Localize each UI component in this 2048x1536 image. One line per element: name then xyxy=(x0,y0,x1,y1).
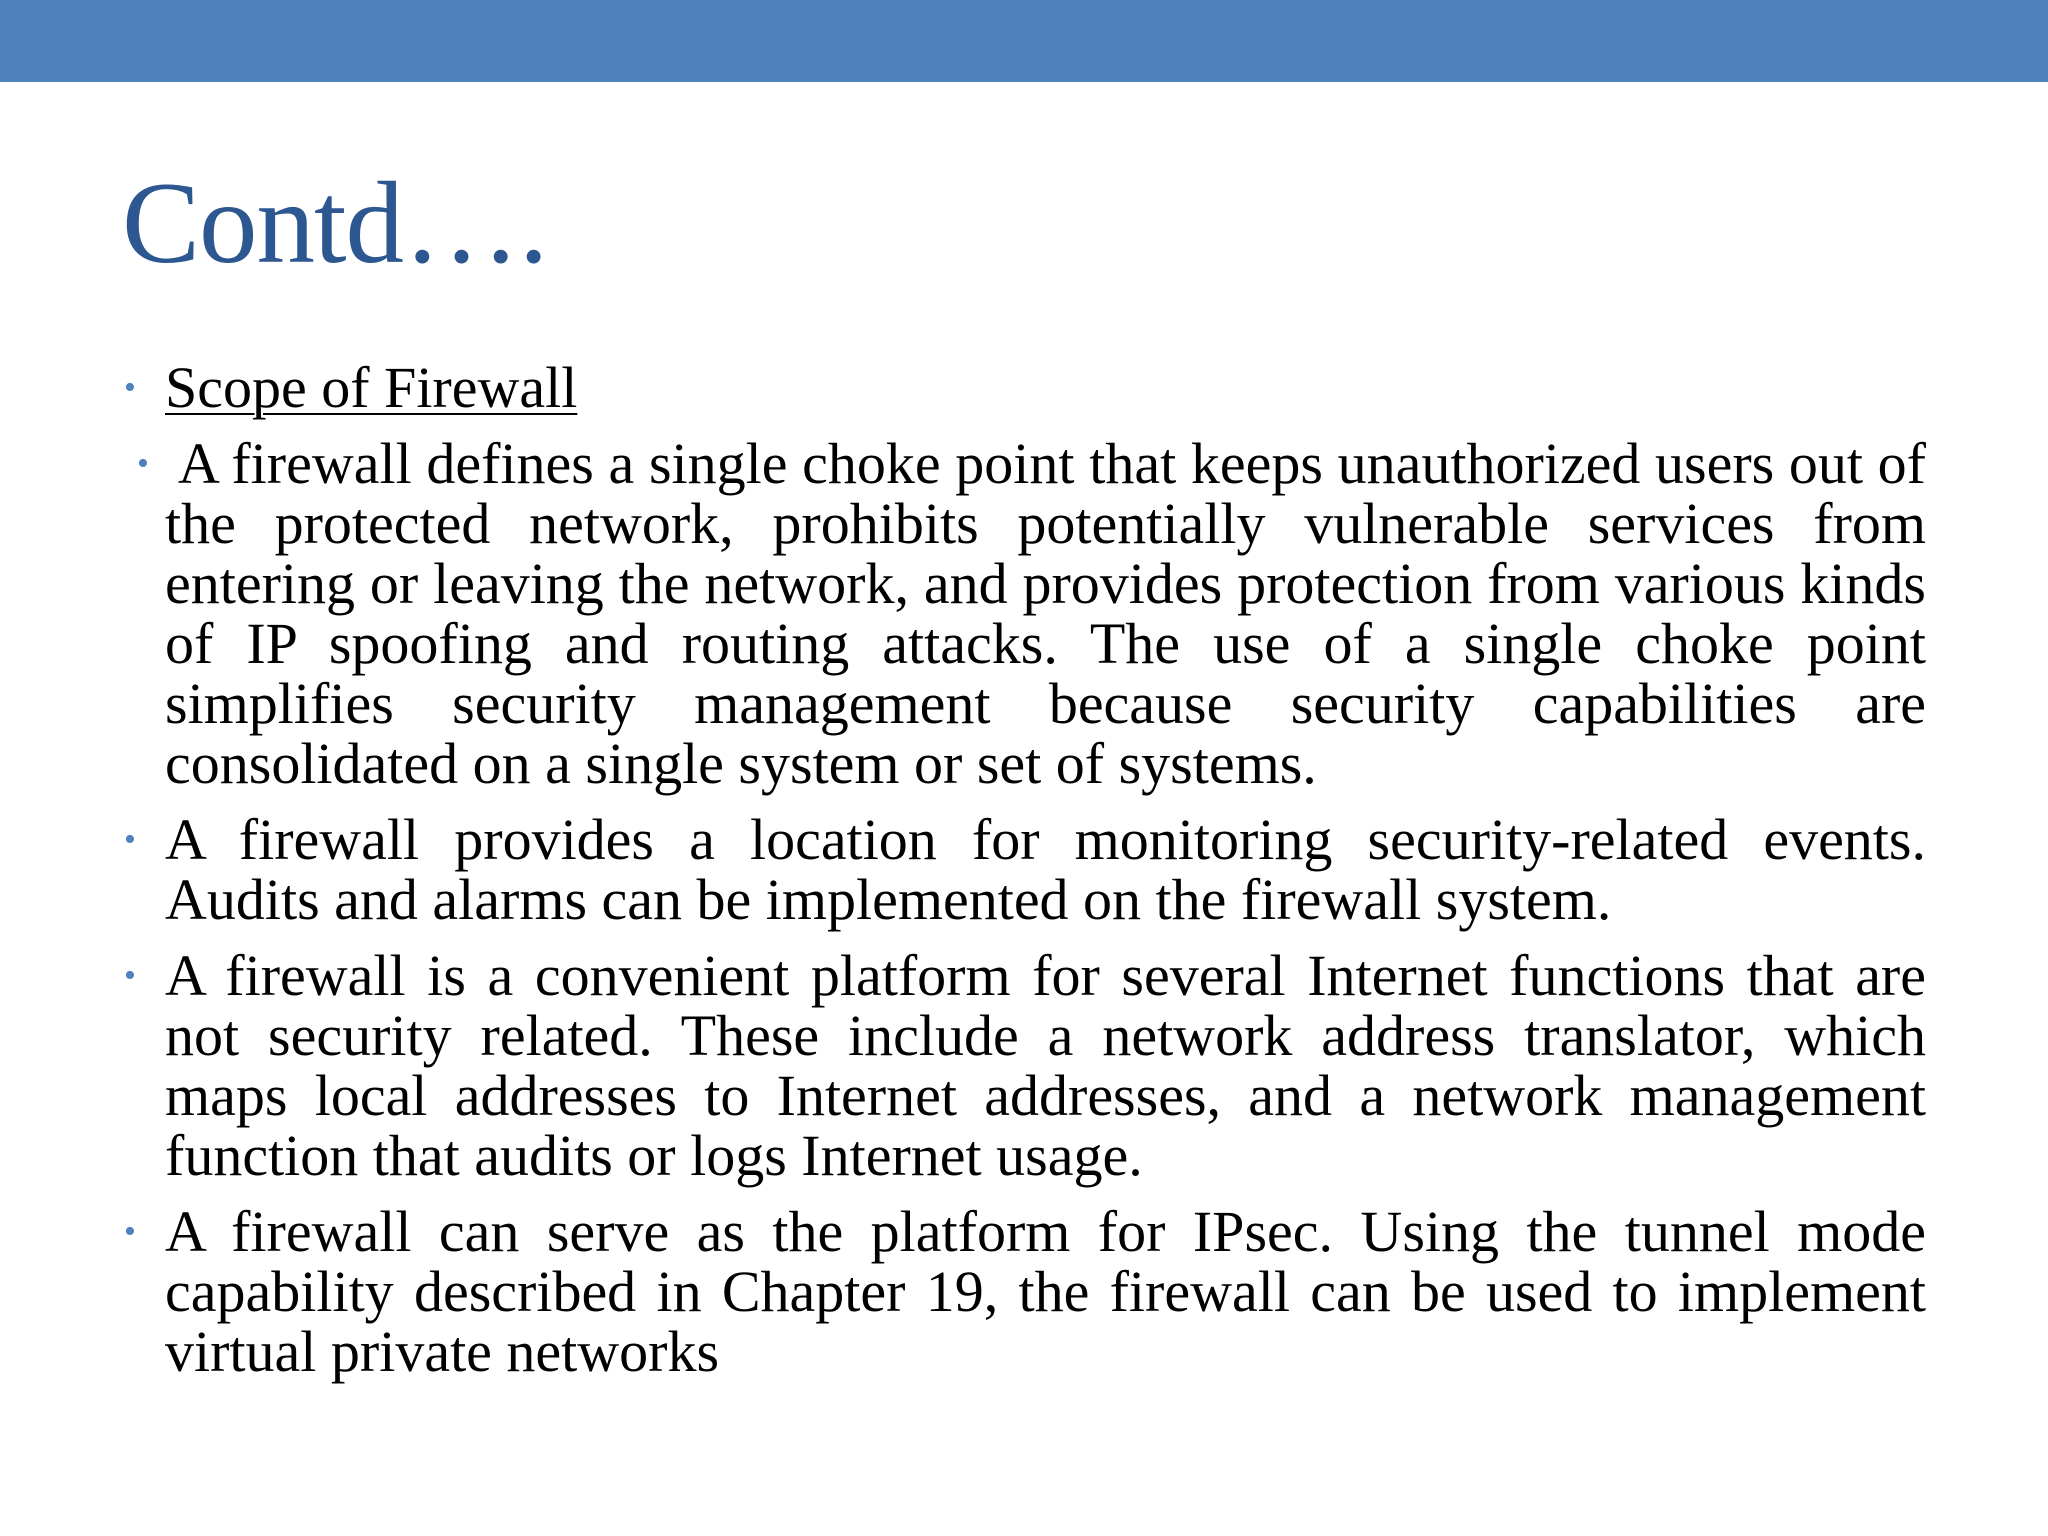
slide-title: Contd…. xyxy=(122,159,548,288)
bullet-text: A firewall defines a single choke point that keeps unauthorized users out of the protected network, prohibits potentially vulnerable services from entering or leaving the network, and provides protection from various kinds of IP spoofing and routing attacks. The use of a single choke point simplifies security management because security capabilities are consolidated on a single system or set of systems. xyxy=(165,431,1926,796)
bullet-item-scope-heading xyxy=(122,355,1926,420)
bullet-dot-icon: • xyxy=(124,957,136,994)
bullet-text: A firewall provides a location for monitoring security-related events. Audits and alarms can be implemented on the firewall system. xyxy=(165,807,1926,932)
bullet-text: A firewall is a convenient platform for several Internet functions that are not security related. These include a network address translator, which maps local addresses to Internet addresses, and a network management function that audits or logs Internet usage. xyxy=(165,943,1926,1188)
bullet-item-ipsec xyxy=(122,1199,1926,1384)
bullet-item-internet-functions xyxy=(122,943,1926,1188)
bullet-dot-icon: • xyxy=(124,821,136,858)
bullet-item-monitoring xyxy=(122,807,1926,932)
bullet-item-choke-point xyxy=(122,431,1926,796)
bullet-dot-icon: • xyxy=(124,1213,136,1250)
bullet-list xyxy=(122,355,1926,1384)
bullet-dot-icon: • xyxy=(137,445,149,482)
top-accent-band xyxy=(0,0,2048,82)
bullet-text: A firewall can serve as the platform for IPsec. Using the tunnel mode capability described in Chapter 19, the firewall can be used to implement virtual private networks xyxy=(165,1199,1926,1384)
section-heading: Scope of Firewall xyxy=(165,355,578,420)
bullet-dot-icon: • xyxy=(124,369,136,406)
